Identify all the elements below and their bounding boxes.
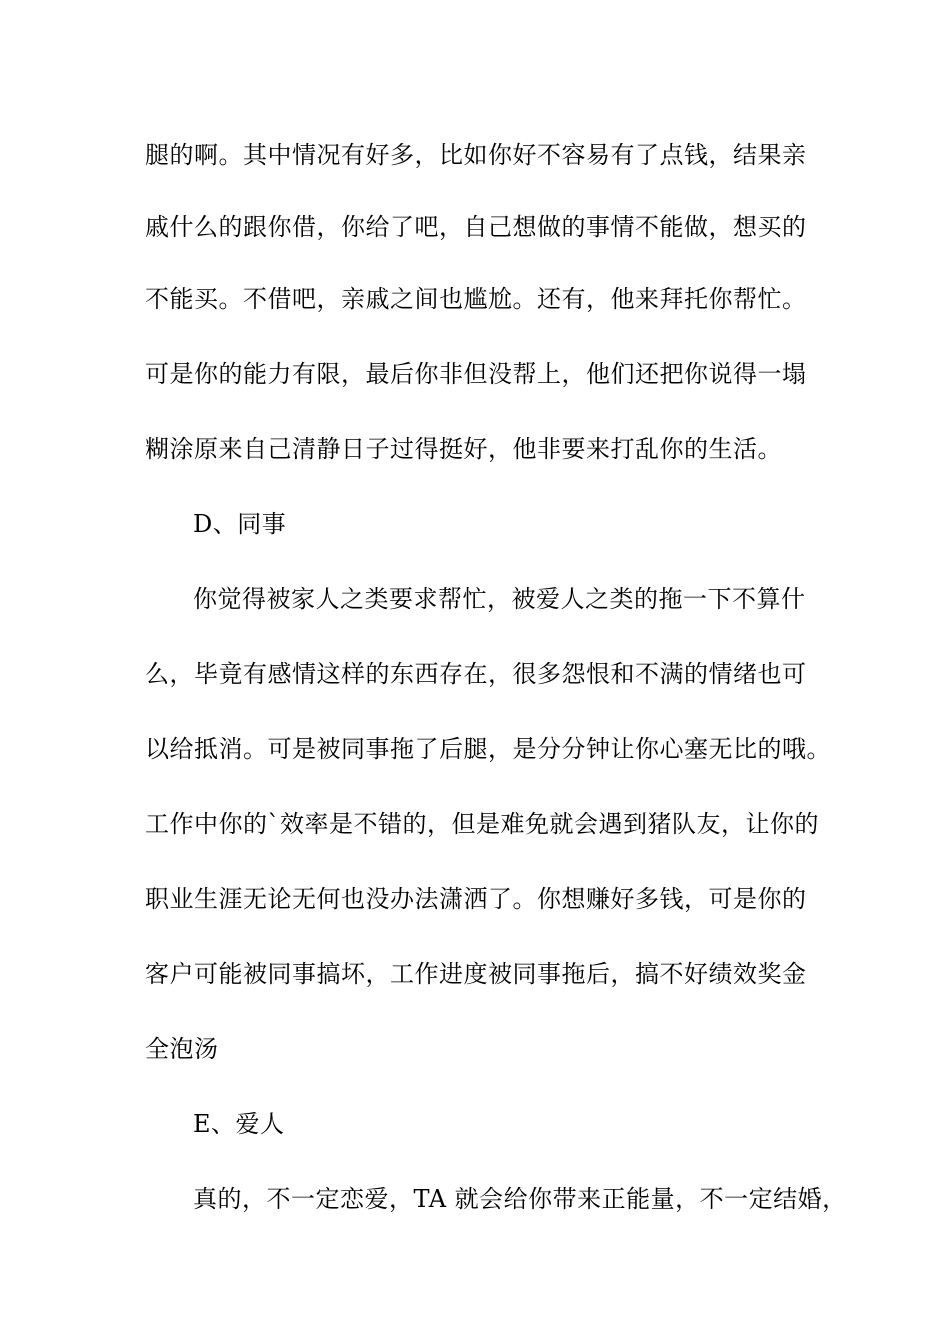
paragraph-line: 戚什么的跟你借，你给了吧，自己想做的事情不能做，想买的: [145, 213, 807, 241]
paragraph-line: 糊涂原来自己清静日子过得挺好，他非要来打乱你的生活。: [145, 435, 782, 463]
section-heading-d: D、同事: [193, 510, 287, 538]
paragraph-line: 以给抵消。可是被同事拖了后腿，是分分钟让你心塞无比的哦。: [145, 735, 831, 763]
paragraph-line: 客户可能被同事搞坏，工作进度被同事拖后，搞不好绩效奖金: [145, 960, 807, 988]
section-heading-e: E、爱人: [193, 1110, 285, 1138]
paragraph-line: 全泡汤: [145, 1035, 219, 1063]
paragraph-line: 可是你的能力有限，最后你非但没帮上，他们还把你说得一塌: [145, 360, 807, 388]
paragraph-line: 你觉得被家人之类要求帮忙，被爱人之类的拖一下不算什: [193, 585, 806, 613]
paragraph-line: 工作中你的`效率是不错的，但是难免就会遇到猪队友，让你的: [145, 810, 819, 838]
paragraph-line: 腿的啊。其中情况有好多，比如你好不容易有了点钱，结果亲: [145, 141, 807, 169]
paragraph-line: 么，毕竟有感情这样的东西存在，很多怨恨和不满的情绪也可: [145, 660, 807, 688]
paragraph-line: 真的，不一定恋爱，TA 就会给你带来正能量，不一定结婚，: [193, 1185, 847, 1213]
paragraph-line: 职业生涯无论无何也没办法潇洒了。你想赚好多钱，可是你的: [145, 885, 807, 913]
paragraph-line: 不能买。不借吧，亲戚之间也尴尬。还有，他来拜托你帮忙。: [145, 285, 807, 313]
